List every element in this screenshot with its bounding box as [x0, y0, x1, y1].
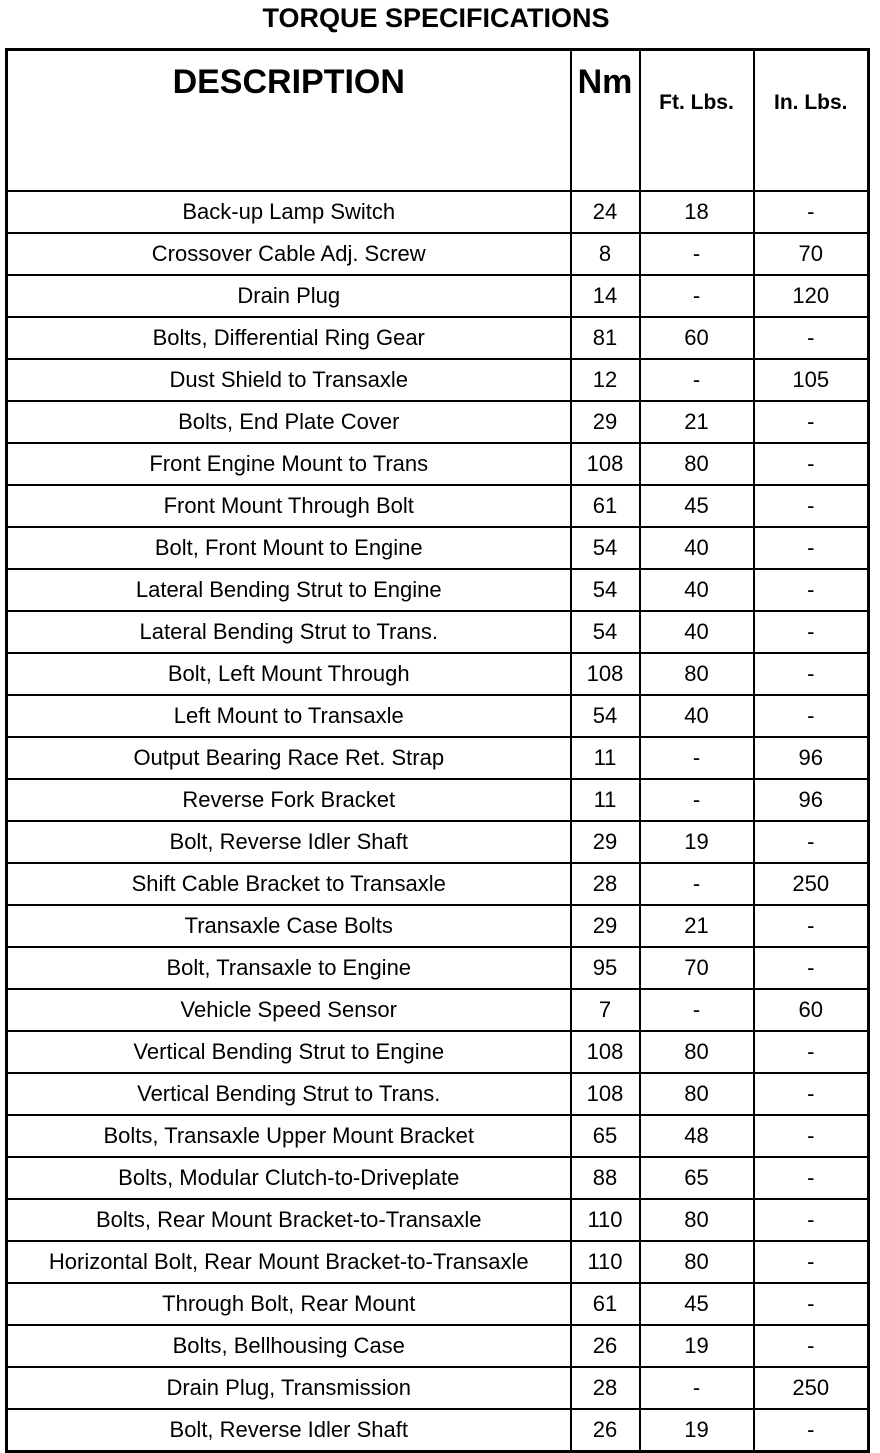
cell-in-lbs: 250 [754, 1367, 869, 1409]
cell-ft-lbs: 18 [640, 191, 754, 233]
cell-in-lbs: - [754, 191, 869, 233]
cell-ft-lbs: - [640, 233, 754, 275]
table-row [7, 821, 869, 863]
cell-ft-lbs: 40 [640, 611, 754, 653]
cell-in-lbs: - [754, 443, 869, 485]
cell-description: Bolt, Reverse Idler Shaft [7, 1409, 571, 1452]
cell-ft-lbs: - [640, 863, 754, 905]
cell-nm: 7 [571, 989, 640, 1031]
cell-description: Bolt, Front Mount to Engine [7, 527, 571, 569]
cell-ft-lbs: - [640, 779, 754, 821]
cell-description: Bolts, End Plate Cover [7, 401, 571, 443]
cell-ft-lbs: 45 [640, 485, 754, 527]
table-row [7, 779, 869, 821]
cell-ft-lbs: 19 [640, 1325, 754, 1367]
cell-description: Front Mount Through Bolt [7, 485, 571, 527]
table-row [7, 695, 869, 737]
table-row [7, 359, 869, 401]
cell-ft-lbs: 40 [640, 569, 754, 611]
cell-description: Vertical Bending Strut to Trans. [7, 1073, 571, 1115]
cell-description: Bolts, Transaxle Upper Mount Bracket [7, 1115, 571, 1157]
cell-nm: 95 [571, 947, 640, 989]
cell-nm: 11 [571, 779, 640, 821]
cell-in-lbs: - [754, 1115, 869, 1157]
cell-description: Vertical Bending Strut to Engine [7, 1031, 571, 1073]
cell-in-lbs: - [754, 317, 869, 359]
cell-description: Bolts, Modular Clutch-to-Driveplate [7, 1157, 571, 1199]
cell-in-lbs: - [754, 1409, 869, 1452]
cell-nm: 81 [571, 317, 640, 359]
page-title: TORQUE SPECIFICATIONS [262, 3, 610, 33]
cell-description: Drain Plug [7, 275, 571, 317]
header-description: DESCRIPTION [7, 50, 571, 192]
cell-ft-lbs: 80 [640, 443, 754, 485]
table-row [7, 947, 869, 989]
cell-nm: 61 [571, 1283, 640, 1325]
header-nm: Nm [571, 50, 640, 192]
cell-ft-lbs: 19 [640, 1409, 754, 1452]
cell-description: Front Engine Mount to Trans [7, 443, 571, 485]
table-row [7, 317, 869, 359]
cell-ft-lbs: - [640, 737, 754, 779]
cell-in-lbs: - [754, 485, 869, 527]
cell-nm: 28 [571, 863, 640, 905]
cell-description: Lateral Bending Strut to Trans. [7, 611, 571, 653]
table-row [7, 863, 869, 905]
cell-nm: 11 [571, 737, 640, 779]
cell-in-lbs: - [754, 905, 869, 947]
cell-ft-lbs: 48 [640, 1115, 754, 1157]
cell-in-lbs: - [754, 653, 869, 695]
cell-nm: 54 [571, 611, 640, 653]
table-row [7, 989, 869, 1031]
table-row [7, 1031, 869, 1073]
cell-description: Bolt, Reverse Idler Shaft [7, 821, 571, 863]
cell-description: Shift Cable Bracket to Transaxle [7, 863, 571, 905]
cell-ft-lbs: 21 [640, 905, 754, 947]
cell-nm: 29 [571, 401, 640, 443]
cell-description: Bolt, Left Mount Through [7, 653, 571, 695]
table-row [7, 1199, 869, 1241]
cell-ft-lbs: - [640, 275, 754, 317]
cell-in-lbs: 250 [754, 863, 869, 905]
cell-description: Left Mount to Transaxle [7, 695, 571, 737]
cell-in-lbs: - [754, 1241, 869, 1283]
table-row [7, 443, 869, 485]
cell-nm: 108 [571, 1031, 640, 1073]
cell-description: Bolts, Rear Mount Bracket-to-Transaxle [7, 1199, 571, 1241]
table-header [7, 50, 869, 192]
cell-nm: 108 [571, 1073, 640, 1115]
cell-in-lbs: - [754, 611, 869, 653]
cell-in-lbs: - [754, 1199, 869, 1241]
cell-ft-lbs: - [640, 359, 754, 401]
cell-nm: 108 [571, 653, 640, 695]
cell-nm: 26 [571, 1409, 640, 1452]
cell-nm: 8 [571, 233, 640, 275]
cell-nm: 61 [571, 485, 640, 527]
cell-description: Vehicle Speed Sensor [7, 989, 571, 1031]
cell-in-lbs: 96 [754, 737, 869, 779]
cell-in-lbs: 105 [754, 359, 869, 401]
cell-nm: 26 [571, 1325, 640, 1367]
cell-in-lbs: 60 [754, 989, 869, 1031]
header-ft-lbs: Ft. Lbs. [640, 50, 754, 192]
cell-ft-lbs: 40 [640, 527, 754, 569]
table-row [7, 569, 869, 611]
cell-in-lbs: - [754, 1157, 869, 1199]
cell-description: Transaxle Case Bolts [7, 905, 571, 947]
table-row [7, 737, 869, 779]
cell-description: Back-up Lamp Switch [7, 191, 571, 233]
table-row [7, 1409, 869, 1452]
cell-ft-lbs: 60 [640, 317, 754, 359]
cell-description: Bolts, Differential Ring Gear [7, 317, 571, 359]
cell-ft-lbs: 45 [640, 1283, 754, 1325]
cell-ft-lbs: 80 [640, 1073, 754, 1115]
cell-in-lbs: - [754, 695, 869, 737]
cell-in-lbs: 120 [754, 275, 869, 317]
table-row [7, 1115, 869, 1157]
cell-description: Crossover Cable Adj. Screw [7, 233, 571, 275]
cell-nm: 54 [571, 527, 640, 569]
cell-nm: 14 [571, 275, 640, 317]
cell-nm: 110 [571, 1241, 640, 1283]
cell-in-lbs: 96 [754, 779, 869, 821]
header-row [7, 50, 869, 192]
cell-nm: 29 [571, 905, 640, 947]
cell-nm: 65 [571, 1115, 640, 1157]
cell-in-lbs: - [754, 821, 869, 863]
table-row [7, 1157, 869, 1199]
table-row [7, 1073, 869, 1115]
table-body [7, 191, 869, 1452]
cell-ft-lbs: 70 [640, 947, 754, 989]
cell-ft-lbs: 80 [640, 653, 754, 695]
torque-spec-table [5, 48, 870, 1453]
cell-in-lbs: - [754, 527, 869, 569]
header-in-lbs: In. Lbs. [754, 50, 869, 192]
cell-ft-lbs: 80 [640, 1199, 754, 1241]
cell-in-lbs: - [754, 401, 869, 443]
cell-nm: 12 [571, 359, 640, 401]
table-row [7, 401, 869, 443]
table-row [7, 1367, 869, 1409]
table-row [7, 275, 869, 317]
cell-nm: 28 [571, 1367, 640, 1409]
table-row [7, 1241, 869, 1283]
table-row [7, 611, 869, 653]
table-row [7, 653, 869, 695]
cell-nm: 110 [571, 1199, 640, 1241]
cell-in-lbs: - [754, 569, 869, 611]
table-row [7, 527, 869, 569]
cell-in-lbs: - [754, 1283, 869, 1325]
table-row [7, 1283, 869, 1325]
cell-in-lbs: - [754, 1073, 869, 1115]
cell-description: Drain Plug, Transmission [7, 1367, 571, 1409]
cell-description: Horizontal Bolt, Rear Mount Bracket-to-Transaxle [7, 1241, 571, 1283]
table-row [7, 191, 869, 233]
cell-nm: 24 [571, 191, 640, 233]
cell-description: Through Bolt, Rear Mount [7, 1283, 571, 1325]
cell-in-lbs: - [754, 947, 869, 989]
cell-nm: 29 [571, 821, 640, 863]
cell-ft-lbs: - [640, 1367, 754, 1409]
cell-in-lbs: 70 [754, 233, 869, 275]
cell-ft-lbs: 80 [640, 1031, 754, 1073]
cell-nm: 54 [571, 569, 640, 611]
cell-nm: 108 [571, 443, 640, 485]
cell-description: Bolt, Transaxle to Engine [7, 947, 571, 989]
cell-ft-lbs: - [640, 989, 754, 1031]
cell-in-lbs: - [754, 1031, 869, 1073]
cell-ft-lbs: 65 [640, 1157, 754, 1199]
cell-description: Bolts, Bellhousing Case [7, 1325, 571, 1367]
cell-ft-lbs: 21 [640, 401, 754, 443]
table-row [7, 233, 869, 275]
cell-description: Lateral Bending Strut to Engine [7, 569, 571, 611]
cell-description: Output Bearing Race Ret. Strap [7, 737, 571, 779]
cell-nm: 54 [571, 695, 640, 737]
cell-nm: 88 [571, 1157, 640, 1199]
table-row [7, 485, 869, 527]
cell-description: Reverse Fork Bracket [7, 779, 571, 821]
table-row [7, 1325, 869, 1367]
cell-description: Dust Shield to Transaxle [7, 359, 571, 401]
cell-in-lbs: - [754, 1325, 869, 1367]
cell-ft-lbs: 40 [640, 695, 754, 737]
cell-ft-lbs: 19 [640, 821, 754, 863]
table-row [7, 905, 869, 947]
cell-ft-lbs: 80 [640, 1241, 754, 1283]
